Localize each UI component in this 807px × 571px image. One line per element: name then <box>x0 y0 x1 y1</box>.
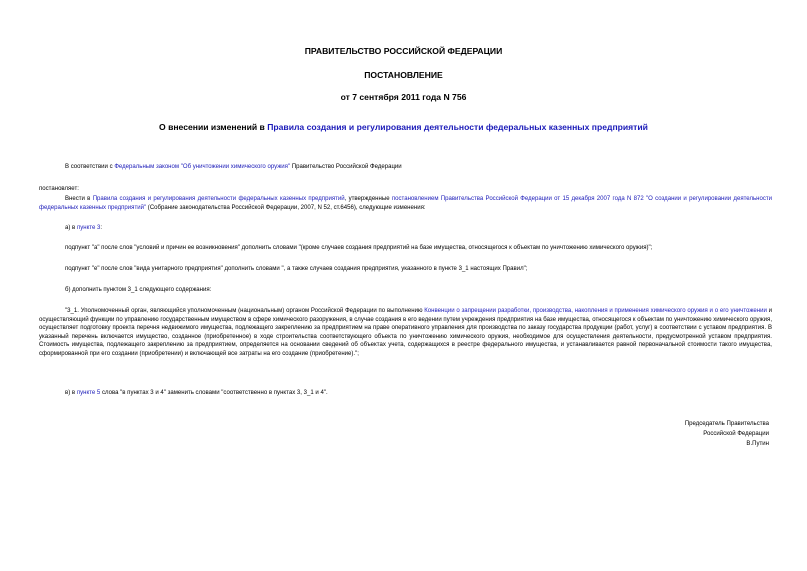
rules-link[interactable]: Правила создания и регулирования деятельности федеральных казенных предприятий <box>92 196 345 202</box>
item-a-pre: а) в <box>65 225 77 231</box>
main-mid: , утвержденные <box>344 196 392 202</box>
item-b: б) дополнить пунктом 3_1 следующего содержания: <box>65 287 212 293</box>
signature-block <box>685 419 769 449</box>
signature-title: Председатель Правительства <box>684 421 769 427</box>
subitem-a: подпункт "а" после слов "условий и причин ее возникновения" дополнить словами "(кроме случаев создания предприятий на базе имущества, относящегося к объектам по уничтожению химического оружия)"; <box>65 245 653 251</box>
main-post: (Собрание законодательства Российской Федерации, 2007, N 52, ст.6456), следующие изменения: <box>146 204 426 211</box>
title-rules-link[interactable]: Правила создания и регулирования деятельности федеральных казенных предприятий <box>267 122 648 132</box>
postanovlyaet-text: постановляет: <box>39 186 79 192</box>
item-v-pre: в) в <box>65 390 77 396</box>
quoted-paragraph <box>39 307 772 358</box>
item-v <box>65 389 765 398</box>
document-type: ПОСТАНОВЛЕНИЕ <box>364 70 443 80</box>
quote-pre: "3_1. Уполномоченный орган, являющийся уполномоченным (национальным) органом Российской Федерации по выполнению <box>65 308 425 314</box>
main-paragraph <box>39 195 772 212</box>
main-pre: Внести в <box>65 196 93 202</box>
resolution-872-link[interactable]: постановлением Правительства Российской Федерации от 15 декабря 2007 года N 872 "О создании и регулировании деятельности федеральных казенных предприятий" <box>39 196 773 211</box>
point-5-link[interactable]: пункте 5 <box>76 390 101 396</box>
government-heading: ПРАВИТЕЛЬСТВО РОССИЙСКОЙ ФЕДЕРАЦИИ <box>304 46 503 56</box>
item-v-post: слова "в пунктах 3 и 4" заменить словами "соответственно в пунктах 3, 3_1 и 4". <box>100 390 328 396</box>
intro-post: Правительство Российской Федерации <box>290 164 402 170</box>
item-a-post: : <box>100 225 103 231</box>
document-title <box>30 122 777 132</box>
subitem-e: подпункт "е" после слов "вида унитарного предприятия" дополнить словами ", а также случаев создания предприятия, указанного в пункте 3_1 настоящих Правил"; <box>65 266 528 272</box>
title-prefix: О внесении изменений в <box>159 122 268 132</box>
quote-post: и осуществляющий функции по управлению государственным имуществом в сфере химического разоружения, в случае создания в его ведении путем учреждения предприятия на базе имущества, относящегося к объектам по уничтожению химического оружия, осуществляет подготовку проекта перечня недвижимого имущества, подлежащего закреплению за предприятием на праве оперативного управления для производства по заказу государства продукции (работ, услуг) в соответствии с уставом предприятия. В указанный перечень включается имущество, созданное (приобретенное) в ходе строительства соответствующего объекта по уничтожению химического оружия, необходимое для осуществления деятельности, предусмотренной уставом предприятия. Стоимость имущества, подлежащего закреплению за предприятием, определяется на основании сведений об объектах учета, содержащихся в реестре федерального имущества, и устанавливается равной первоначальной стоимости такого имущества, сформированной при его создании (приобретении) и включающей все затраты на его создание (приобретение)."; <box>39 308 773 357</box>
federal-law-link[interactable]: Федеральным законом "Об уничтожении химического оружия" <box>114 164 291 170</box>
convention-link[interactable]: Конвенции о запрещении разработки, производства, накопления и применения химического оружия и о его уничтожении <box>424 308 767 314</box>
signature-country: Российской Федерации <box>703 431 769 437</box>
signature-name: В.Путин <box>746 441 769 447</box>
intro-pre: В соответствии с <box>65 164 115 170</box>
item-a <box>65 224 765 233</box>
document-date-number: от 7 сентября 2011 года N 756 <box>340 92 467 102</box>
intro-paragraph <box>65 163 785 172</box>
point-3-link[interactable]: пункте 3 <box>76 225 101 231</box>
